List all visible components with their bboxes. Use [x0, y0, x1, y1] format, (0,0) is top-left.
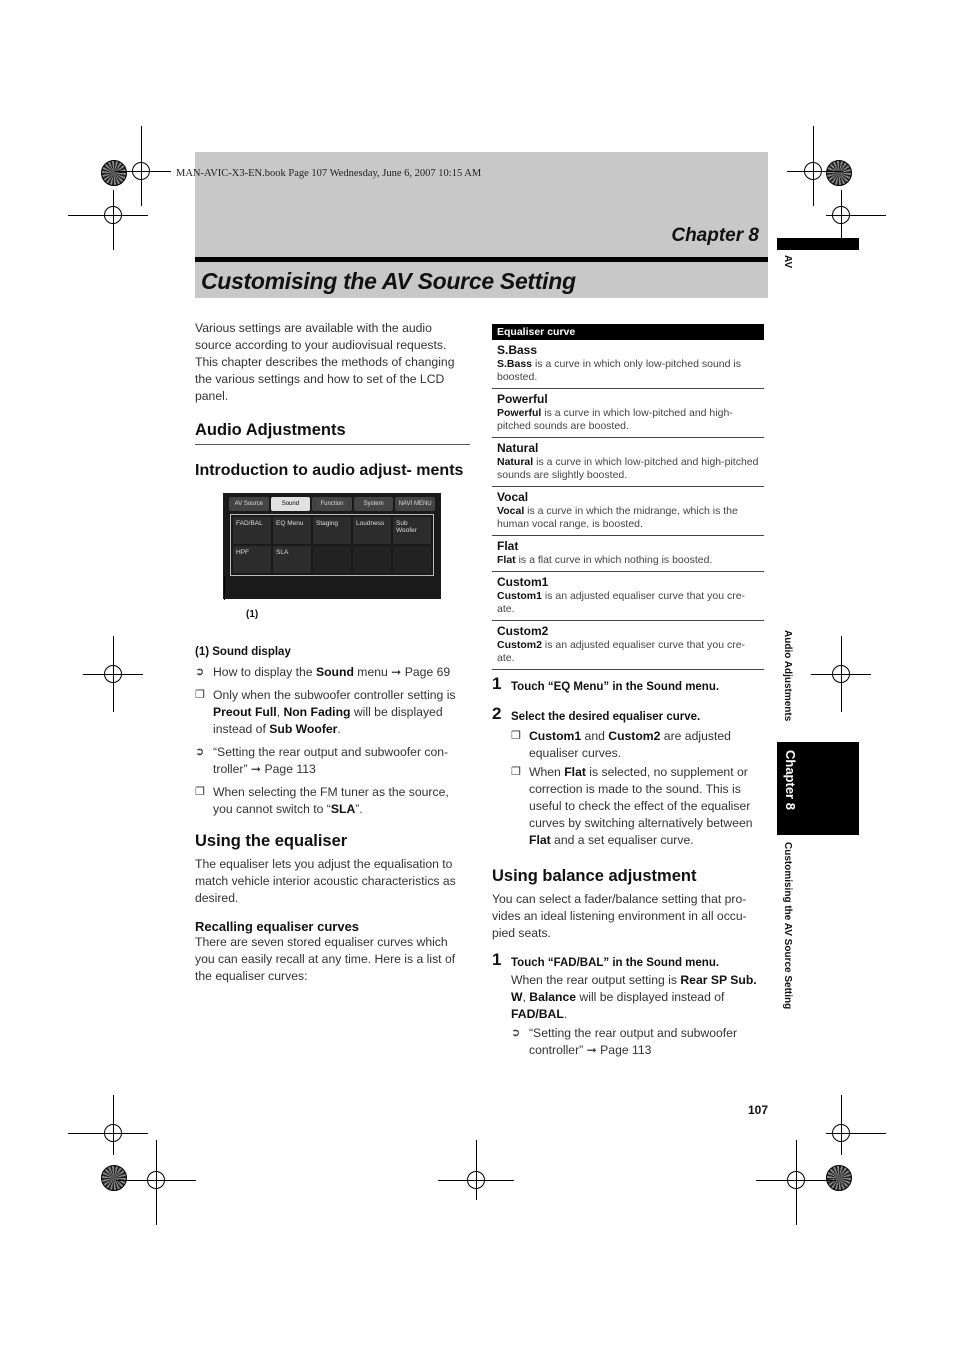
bullet-mark: ❐	[195, 689, 205, 701]
eq-row	[492, 340, 764, 389]
side-tab-audio: Audio Adjustments	[782, 630, 793, 722]
bullet-item	[195, 664, 470, 681]
page-number: 107	[748, 1103, 769, 1117]
screen-menu-cell[interactable]: SLA	[273, 546, 311, 573]
book-info: MAN-AVIC-X3-EN.book Page 107 Wednesday, June 6, 2007 10:15 AM	[176, 168, 482, 179]
eq-curve-name: Flat	[497, 539, 519, 553]
step-number: 2	[492, 704, 502, 723]
registration-disc	[101, 160, 127, 186]
text-run: When	[529, 765, 565, 779]
text-run: When selecting the FM tuner as the source, you cannot switch to “	[213, 785, 449, 816]
eq-step-1	[492, 674, 764, 696]
eq-table-header: Equaliser curve	[492, 324, 764, 340]
page-title: Customising the AV Source Setting	[201, 268, 576, 294]
text-run: is an adjusted equaliser curve that you cre- ate.	[497, 639, 746, 664]
eq-curve-desc	[497, 358, 759, 384]
eq-step-2	[492, 704, 764, 726]
bold-term: S.Bass	[497, 358, 533, 370]
bold-term: Sound	[315, 665, 354, 679]
recall-heading: Recalling equaliser curves	[195, 919, 360, 934]
note-mark: ❐	[511, 766, 521, 778]
bullet-mark: ➲	[195, 746, 205, 758]
text-run: are adjusted equaliser curves.	[529, 729, 731, 760]
text-run: is a curve in which the midrange, which is the human vocal range, is boosted.	[497, 505, 738, 530]
side-tab-chapter: Chapter 8	[783, 750, 798, 810]
text-run: How to display the	[213, 665, 316, 679]
bold-term: Flat	[564, 765, 586, 779]
callout-line	[224, 576, 225, 600]
recall-text: There are seven stored equaliser curves which you can easily recall at any time. Here is a list of the equaliser curves:	[195, 935, 456, 983]
text-run: and	[581, 729, 609, 743]
step-instruction: Touch “FAD/BAL” in the Sound menu.	[511, 957, 720, 969]
bold-term: Sub Woofer	[269, 722, 338, 736]
figure-caption: (1) Sound display	[195, 646, 291, 658]
bullet-item	[195, 687, 470, 738]
eq-curve-desc	[497, 407, 759, 433]
eq-curve-name: Custom2	[497, 624, 549, 638]
audio-adjustments-heading: Audio Adjustments	[195, 421, 470, 445]
bold-term: FAD/BAL	[511, 1007, 564, 1021]
text-run: “Setting the rear output and subwoofer controller” ➞ Page 113	[529, 1026, 737, 1057]
sound-display-figure	[195, 493, 470, 620]
screen-tab[interactable]: AV Source	[229, 497, 269, 511]
text-run: .	[337, 722, 341, 736]
screen-tab[interactable]: Function	[312, 497, 352, 511]
screen-tabs	[229, 497, 435, 511]
bullet-mark: ➲	[195, 666, 205, 678]
equaliser-text: The equaliser lets you adjust the equalisation to match vehicle interior acoustic characteristics as desired.	[195, 857, 456, 905]
bold-term: Preout Full	[213, 705, 277, 719]
bold-term: SLA	[330, 802, 356, 816]
eq-notes	[492, 728, 764, 849]
eq-row	[492, 438, 764, 487]
bold-term: Custom2	[608, 729, 661, 743]
note-item	[492, 728, 764, 762]
eq-table	[492, 340, 764, 670]
side-tab-av: AV	[782, 255, 793, 269]
text-run: ”.	[355, 802, 363, 816]
intro-audio-heading: Introduction to audio adjust- ments	[195, 462, 464, 479]
bold-term: Custom1	[529, 729, 582, 743]
screen-menu-cell[interactable]: FAD/BAL	[233, 517, 271, 544]
text-run: and a set equaliser curve.	[550, 833, 694, 847]
eq-curve-desc	[497, 590, 759, 616]
screen-menu-cell	[313, 546, 351, 573]
bullet-item	[195, 744, 470, 778]
side-tab-custom: Customising the AV Source Setting	[782, 842, 793, 1010]
callout-label: (1)	[246, 609, 259, 620]
text-run: menu ➞ Page 69	[353, 665, 451, 679]
balance-step-1	[492, 950, 764, 972]
bullet-mark: ❐	[195, 786, 205, 798]
eq-row	[492, 536, 764, 572]
screen-tab[interactable]: System	[354, 497, 394, 511]
eq-row	[492, 389, 764, 438]
eq-row	[492, 621, 764, 670]
bold-term: Custom2	[497, 639, 542, 651]
balance-detail	[492, 972, 764, 1023]
eq-curve-desc	[497, 639, 759, 665]
screen-tab[interactable]: NAVI MENU	[395, 497, 435, 511]
intro-text: Various settings are available with the audio source according to your audiovisual requests. This chapter describes the methods of changing the various settings and how to set of the LCD panel.	[195, 321, 455, 403]
eq-curve-name: Powerful	[497, 392, 548, 406]
text-run: When the rear output setting is	[511, 973, 681, 987]
registration-disc	[826, 1165, 852, 1191]
screen-menu-cell[interactable]: EQ Menu	[273, 517, 311, 544]
text-run: is a curve in which low-pitched and high-pitched sounds are boosted.	[497, 407, 733, 432]
balance-reference	[492, 1025, 764, 1059]
text-run: Only when the subwoofer controller setting is	[213, 688, 456, 702]
screen-menu-cell[interactable]: Loudness	[353, 517, 391, 544]
eq-curve-name: Natural	[497, 441, 539, 455]
eq-curve-name: S.Bass	[497, 343, 538, 357]
screen-menu-cell	[393, 546, 431, 573]
bold-term: Flat	[497, 554, 516, 566]
screen-grid	[230, 514, 434, 576]
text-run: will be displayed instead of	[213, 705, 443, 736]
text-run: ,	[522, 990, 530, 1004]
text-run: is a curve in which low-pitched and high-pitched sounds are slightly boosted.	[497, 456, 759, 481]
eq-curve-desc	[497, 505, 759, 531]
bold-term: Rear SP Sub. W	[511, 973, 757, 1004]
balance-text: You can select a fader/balance setting that pro- vides an ideal listening environment in all occu- pied seats.	[492, 892, 747, 940]
note-mark: ❐	[511, 730, 521, 742]
screen-menu-cell[interactable]: Staging	[313, 517, 351, 544]
bold-term: Non Fading	[283, 705, 351, 719]
step-instruction: Select the desired equaliser curve.	[511, 711, 701, 723]
title-rule	[195, 257, 768, 262]
bold-term: Powerful	[497, 407, 542, 419]
text-run: is an adjusted equaliser curve that you cre- ate.	[497, 590, 746, 615]
chapter-label: Chapter 8	[671, 225, 759, 246]
registration-disc	[826, 160, 852, 186]
side-tab-marker	[777, 238, 859, 250]
step-instruction: Touch “EQ Menu” in the Sound menu.	[511, 681, 720, 693]
bold-term: Natural	[497, 456, 534, 468]
eq-curve-desc	[497, 456, 759, 482]
equaliser-heading: Using the equaliser	[195, 832, 348, 850]
balance-heading: Using balance adjustment	[492, 867, 697, 885]
step-number: 1	[492, 950, 502, 969]
right-column	[492, 324, 764, 1059]
left-column	[195, 320, 470, 985]
sound-menu-screen	[223, 493, 441, 599]
bold-term: Balance	[529, 990, 577, 1004]
text-run: ,	[276, 705, 284, 719]
text-run: is a curve in which only low-pitched sound is boosted.	[497, 358, 741, 383]
note-item	[492, 764, 764, 849]
bold-term: Vocal	[497, 505, 525, 517]
bold-term: Custom1	[497, 590, 542, 602]
text-run: .	[563, 1007, 568, 1021]
bold-term: Flat	[529, 833, 551, 847]
reference-item	[492, 1025, 764, 1059]
registration-disc	[101, 1165, 127, 1191]
eq-curve-name: Vocal	[497, 490, 529, 504]
text-run: “Setting the rear output and subwoofer con- troller” ➞ Page 113	[213, 745, 449, 776]
eq-row	[492, 572, 764, 621]
screen-tab[interactable]: Sound	[271, 497, 311, 511]
text-run: is selected, no supplement or correction is made to the sound. This is useful to check the effect of the equaliser curves by switching alternatively between	[529, 765, 753, 830]
audio-bullets	[195, 664, 470, 818]
eq-row	[492, 487, 764, 536]
step-number: 1	[492, 674, 502, 693]
text-run: is a flat curve in which nothing is boosted.	[515, 554, 713, 566]
screen-menu-cell[interactable]: HPF	[233, 546, 271, 573]
eq-curve-desc	[497, 554, 759, 567]
bullet-item	[195, 784, 470, 818]
eq-curve-name: Custom1	[497, 575, 549, 589]
reference-mark: ➲	[511, 1027, 521, 1039]
screen-menu-cell[interactable]: Sub Woofer	[393, 517, 431, 544]
text-run: will be displayed instead of	[576, 990, 725, 1004]
screen-menu-cell	[353, 546, 391, 573]
